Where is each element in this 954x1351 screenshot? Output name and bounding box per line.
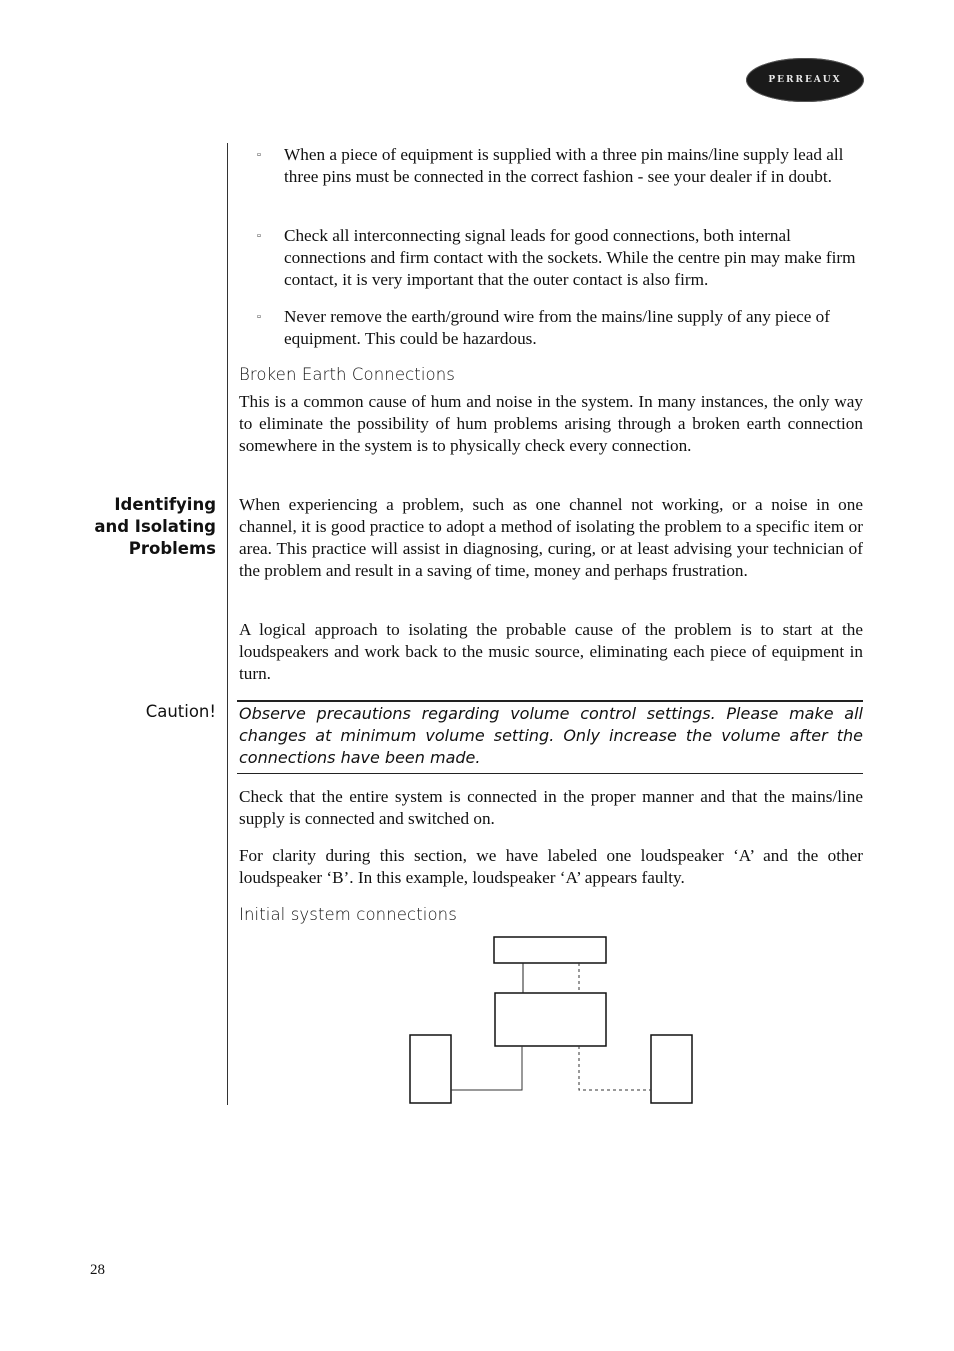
check-paragraph-2: For clarity during this section, we have labeled one loudspeaker ‘A’ and the other loudspeaker ‘B’. In this example, loudspeaker ‘A’ appears faulty. <box>239 846 863 887</box>
side-heading-line: Identifying <box>114 495 216 514</box>
logo-text: PERREAUX <box>768 75 842 85</box>
system-connections-diagram <box>405 932 697 1108</box>
loudspeaker-b-box <box>651 1035 692 1103</box>
perreaux-logo <box>746 58 864 102</box>
broken-earth-paragraph: This is a common cause of hum and noise in the system. In many instances, the only way to eliminate the possibility of hum problems arising through a broken earth connection somewhere in the system is to physically check every connection. <box>239 392 863 455</box>
bullet-item: Check all interconnecting signal leads for good connections, both internal connections and firm contact with the sockets. While the centre pin may make firm contact, it is very important that the outer contact is also firm. <box>284 226 856 289</box>
bullet-item: Never remove the earth/ground wire from the mains/line supply of any piece of equipment. This could be hazardous. <box>284 307 830 348</box>
caution-label: Caution! <box>145 702 216 721</box>
bullet-marker: ▫ <box>257 311 261 323</box>
speaker-a-cable <box>451 1046 522 1090</box>
side-heading-identifying <box>94 494 216 560</box>
bullet-marker: ▫ <box>257 230 261 242</box>
diagram-caption: Initial system connections <box>239 905 457 924</box>
caution-text: Observe precautions regarding volume control settings. Please make all changes at minimum volume setting. Only increase the volume after the connections have been made. <box>239 704 863 767</box>
loudspeaker-a-box <box>410 1035 451 1103</box>
speaker-b-cable <box>579 1046 651 1090</box>
margin-rule <box>227 143 228 1105</box>
check-paragraph-1: Check that the entire system is connected in the proper manner and that the mains/line supply is connected and switched on. <box>239 787 863 828</box>
side-heading-line: and Isolating <box>94 517 216 536</box>
bullet-item: When a piece of equipment is supplied with a three pin mains/line supply lead all three pins must be connected in the correct fashion - see your dealer if in doubt. <box>284 145 844 186</box>
page-number: 28 <box>90 1262 105 1278</box>
bullet-marker: ▫ <box>257 149 261 161</box>
identifying-paragraph-1: When experiencing a problem, such as one channel not working, or a noise in one channel, it is good practice to adopt a method of isolating the problem to a specific item or area. This practice will assist in diagnosing, curing, or at least advising your technician of the problem and result in a saving of time, money and perhaps frustration. <box>239 495 863 580</box>
section-heading-broken-earth: Broken Earth Connections <box>239 365 455 384</box>
side-heading-line: Problems <box>128 539 216 558</box>
amplifier-box <box>495 993 606 1046</box>
source-component-box <box>494 937 606 963</box>
identifying-paragraph-2: A logical approach to isolating the probable cause of the problem is to start at the loudspeakers and work back to the music source, eliminating each piece of equipment in turn. <box>239 620 863 683</box>
